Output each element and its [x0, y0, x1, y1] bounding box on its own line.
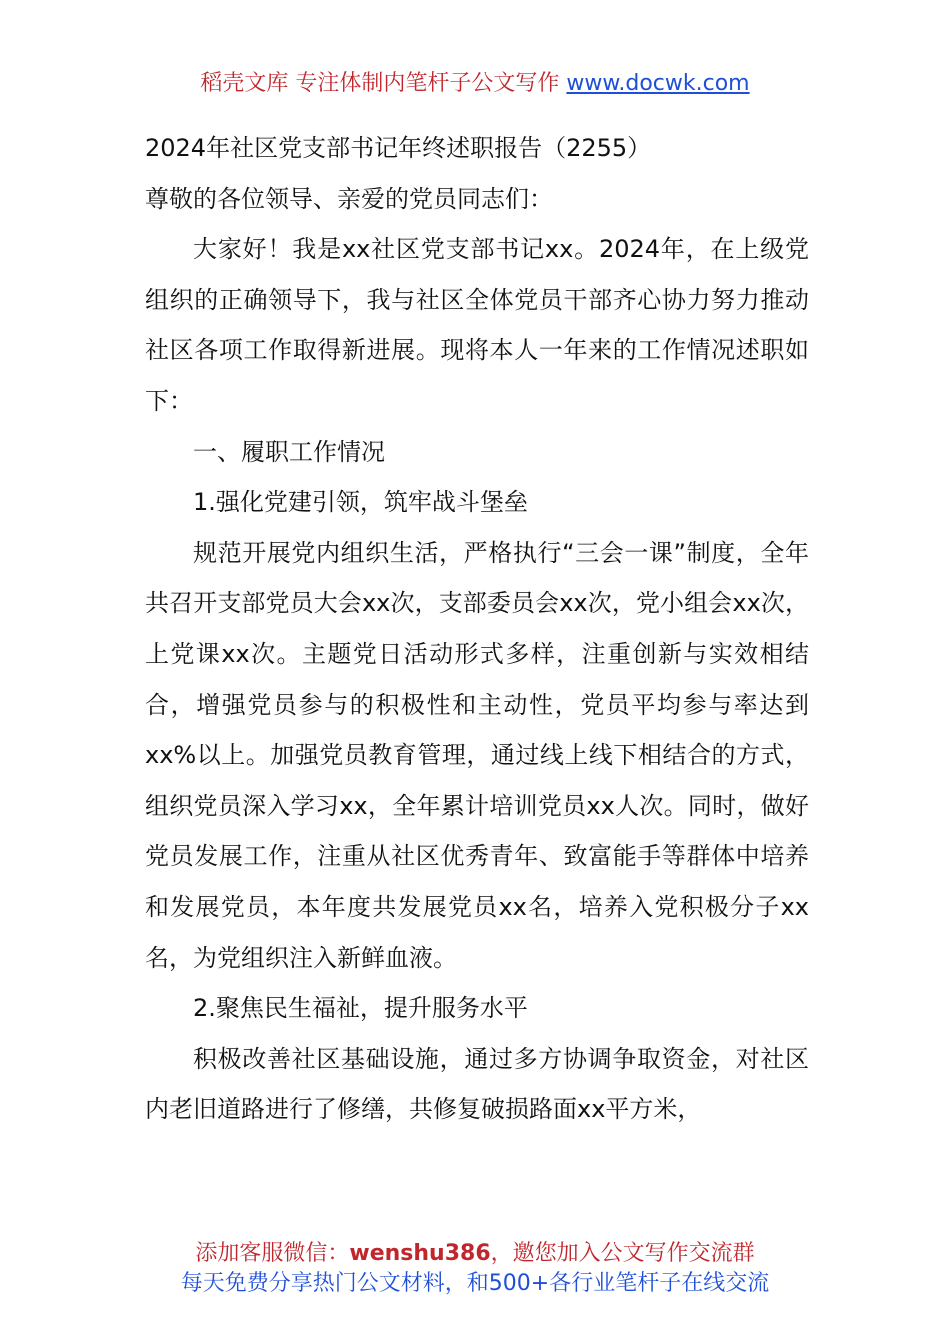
subsection-heading-1: 1.强化党建引领，筑牢战斗堡垒 — [193, 488, 528, 517]
footer-wechat-id: wenshu386 — [349, 1241, 491, 1266]
document-body — [145, 123, 809, 1135]
footer-line-2: 每天免费分享热门公文材料，和500+各行业笔杆子在线交流 — [180, 1271, 770, 1296]
intro-paragraph: 大家好！我是xx社区党支部书记xx。2024年，在上级党组织的正确领导下，我与社区全体党员干部齐心协力努力推动社区各项工作取得新进展。现将本人一年来的工作情况述职如下： — [145, 235, 809, 415]
subsection-body-1: 规范开展党内组织生活，严格执行“三会一课”制度，全年共召开支部党员大会xx次，支部委员会xx次，党小组会xx次，上党课xx次。主题党日活动形式多样，注重创新与实效相结合，增强党员参与的积极性和主动性，党员平均参与率达到xx%以上。加强党员教育管理，通过线上线下相结合的方式，组织党员深入学习xx，全年累计培训党员xx人次。同时，做好党员发展工作，注重从社区优秀青年、致富能手等群体中培养和发展党员，本年度共发展党员xx名，培养入党积极分子xx名，为党组织注入新鲜血液。 — [145, 538, 809, 972]
footer-suffix: ，邀您加入公文写作交流群 — [490, 1241, 755, 1266]
subsection-heading-2: 2.聚焦民生福祉，提升服务水平 — [193, 994, 528, 1023]
subsection-body-2: 积极改善社区基础设施，通过多方协调争取资金，对社区内老旧道路进行了修缮，共修复破损路面xx平方米， — [145, 1044, 809, 1124]
watermark-header — [0, 68, 950, 100]
section-heading-1: 一、履职工作情况 — [193, 437, 385, 466]
footer-line-1 — [0, 1239, 950, 1269]
footer-prefix: 添加客服微信： — [195, 1241, 350, 1266]
header-text: 稻壳文库 专注体制内笔杆子公文写作 — [200, 71, 567, 96]
document-title: 2024年社区党支部书记年终述职报告（2255） — [145, 134, 652, 162]
promo-footer — [0, 1239, 950, 1299]
salutation: 尊敬的各位领导、亲爱的党员同志们： — [145, 184, 553, 213]
header-link[interactable]: www.docwk.com — [566, 71, 750, 96]
